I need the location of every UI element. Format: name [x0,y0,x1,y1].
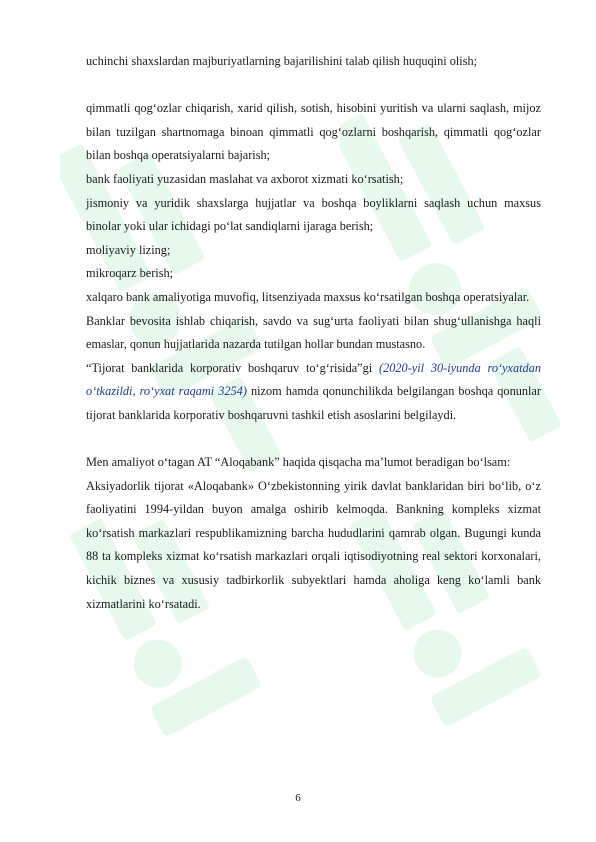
paragraph-safe-deposit: jismoniy va yuridik shaxslarga hujjatlar va boshqa boyliklarni saqlash uchun maxsus binolar yoki ular ichidagi po‘lat sandiqlarni ijaraga berish; [86,195,541,234]
governance-text-start: “Tijorat banklarida korporativ boshqaruv to‘g‘risida”gi [86,360,379,375]
registration-reference: (2020-yil 30-iyunda ro‘yxatdan o‘tkazildi, ro‘yxat raqami 3254) [86,360,541,399]
paragraph-rights: uchinchi shaxslardan majburiyatlarning bajarilishini talab qilish huquqini olish; [86,54,478,68]
governance-text-end: nizom hamda qonunchilikda belgilangan boshqa qonunlar tijorat banklarida korporativ boshqaruvni tashkil etish asoslarini belgilaydi. [86,384,541,422]
paragraph-aloqabank-description: Aksiyadorlik tijorat «Aloqabank» O‘zbekistonning yirik davlat banklaridan biri bo‘lib, o‘z faoliyatini 1994-yildan buyon amalga oshirib kelmoqda. Bankning kompleks xizmat ko‘rsatish markazlari respublikamizning barcha hududlarini qamrab olgan. Bugungi kunda 88 ta kompleks xizmat ko‘rsatish markazlari orqali iqtisodiyotning real sektori korxonalari, kichik biznes va xususiy tadbirkorlik subyektlari hamda aholiga keng ko‘lamli bank xizmatlarini ko‘rsatadi. [86,478,541,611]
document-body [86,50,541,616]
paragraph-international-operations: xalqaro bank amaliyotiga muvofiq, litsenziyada maxsus ko‘rsatilgan boshqa operatsiyalar. [86,289,530,304]
paragraph-bank-restrictions: Banklar bevosita ishlab chiqarish, savdo va sug‘urta faoliyati bilan shug‘ullanishga haqli emaslar, qonun hujjatlarida nazarda tutilgan hollar bundan mustasno. [86,313,541,352]
paragraph-leasing: moliyaviy lizing; [86,242,171,257]
paragraph-securities: qimmatli qog‘ozlar chiqarish, xarid qilish, sotish, hisobini yuritish va ularni saqlash, mijoz bilan tuzilgan shartnomaga binoan qimmatli qog‘ozlarni boshqarish, qimmatli qog‘ozlar bilan boshqa operatsiyalarni bajarish; [86,101,541,163]
paragraph-corporate-governance [86,357,541,428]
page-number: 6 [295,792,301,804]
paragraph-microloan: mikroqarz berish; [86,266,174,281]
paragraph-consulting: bank faoliyati yuzasidan maslahat va axborot xizmati ko‘rsatish; [86,171,404,186]
paragraph-aloqabank-intro: Men amaliyot o‘tagan AT “Aloqabank” haqida qisqacha ma’lumot beradigan bo‘lsam: [86,455,511,470]
